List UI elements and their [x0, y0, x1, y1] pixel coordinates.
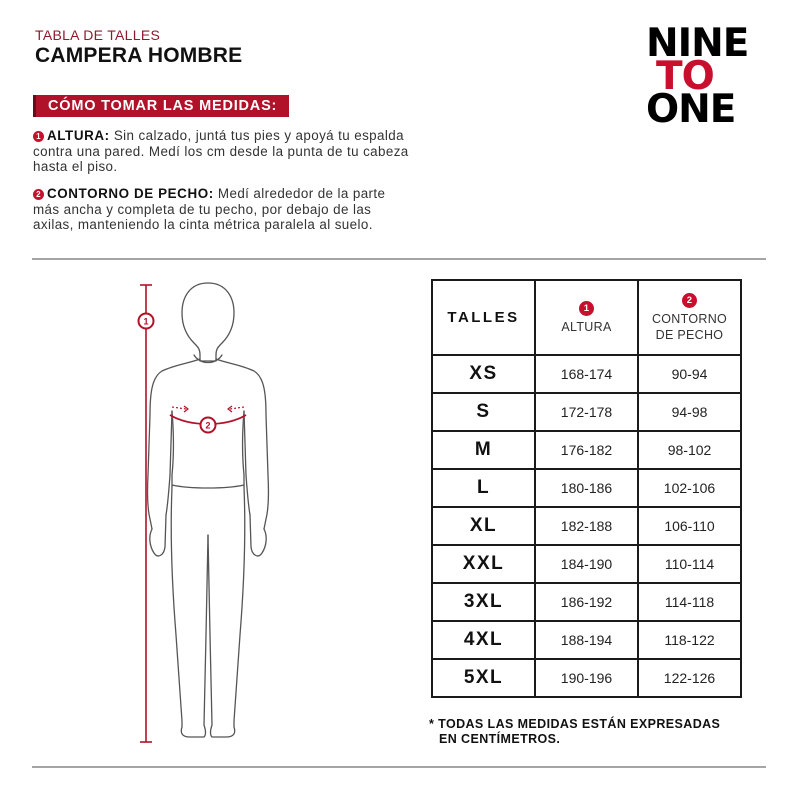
instruction-label: ALTURA:	[47, 128, 110, 143]
pecho-value: 102-106	[638, 469, 741, 507]
instruction-chest	[33, 186, 413, 233]
size-chart-table	[431, 279, 742, 698]
header-number-badge: 1	[579, 301, 594, 316]
header-number-badge: 2	[682, 293, 697, 308]
how-to-measure-banner: CÓMO TOMAR LAS MEDIDAS:	[36, 95, 289, 117]
pecho-value: 118-122	[638, 621, 741, 659]
instruction-text: Medí alrededor de la parte más ancha y completa de tu pecho, por debajo de las axilas, manteniendo la cinta métrica paralela al suelo.	[33, 186, 386, 232]
instruction-text: Sin calzado, juntá tus pies y apoyá tu espalda contra una pared. Medí los cm desde la punta de tu cabeza hasta el piso.	[33, 128, 409, 174]
header-label: TALLES	[447, 308, 520, 326]
logo-line-one: ONE	[646, 87, 736, 132]
body-measurement-figure	[110, 275, 300, 750]
height-measure-line	[140, 285, 152, 742]
altura-value: 172-178	[535, 393, 638, 431]
table-row	[432, 507, 741, 545]
size-label: 3XL	[432, 583, 535, 621]
size-label: XS	[432, 355, 535, 393]
divider-bottom	[32, 766, 766, 768]
header-label: ALTURA	[561, 319, 612, 334]
table-row	[432, 545, 741, 583]
chest-marker-badge	[201, 418, 216, 433]
chest-marker-number: 2	[205, 420, 211, 431]
size-label: 4XL	[432, 621, 535, 659]
pecho-value: 122-126	[638, 659, 741, 697]
table-row	[432, 583, 741, 621]
body-outline	[148, 283, 269, 737]
pecho-value: 114-118	[638, 583, 741, 621]
altura-value: 168-174	[535, 355, 638, 393]
instruction-height	[33, 128, 413, 175]
altura-value: 190-196	[535, 659, 638, 697]
step-number-badge: 2	[33, 189, 44, 200]
pecho-value: 94-98	[638, 393, 741, 431]
divider-top	[32, 258, 766, 260]
table-header-row	[432, 280, 741, 355]
table-row	[432, 469, 741, 507]
altura-value: 180-186	[535, 469, 638, 507]
logo-line-to: TO	[656, 54, 714, 99]
size-label: M	[432, 431, 535, 469]
page-kicker: TABLA DE TALLES	[35, 27, 161, 43]
brand-logo	[646, 21, 776, 132]
header-label: CONTORNO DE PECHO	[651, 311, 728, 342]
table-row	[432, 355, 741, 393]
altura-value: 188-194	[535, 621, 638, 659]
pecho-value: 110-114	[638, 545, 741, 583]
header-cell-contorno	[638, 280, 741, 355]
units-footnote	[429, 717, 779, 747]
header-cell-talles	[432, 280, 535, 355]
step-number-badge: 1	[33, 131, 44, 142]
page-title: CAMPERA HOMBRE	[35, 44, 243, 67]
altura-value: 176-182	[535, 431, 638, 469]
altura-value: 182-188	[535, 507, 638, 545]
size-label: XXL	[432, 545, 535, 583]
table-row	[432, 393, 741, 431]
header-cell-altura	[535, 280, 638, 355]
instruction-label: CONTORNO DE PECHO:	[47, 186, 214, 201]
footnote-line-2: EN CENTÍMETROS.	[439, 732, 561, 746]
logo-line-nine: NINE	[646, 21, 749, 66]
table-row	[432, 659, 741, 697]
pecho-value: 106-110	[638, 507, 741, 545]
altura-value: 186-192	[535, 583, 638, 621]
height-marker-badge	[139, 314, 154, 329]
table-row	[432, 431, 741, 469]
altura-value: 184-190	[535, 545, 638, 583]
size-label: 5XL	[432, 659, 535, 697]
height-marker-number: 1	[143, 316, 149, 327]
size-label: L	[432, 469, 535, 507]
pecho-value: 98-102	[638, 431, 741, 469]
size-label: XL	[432, 507, 535, 545]
table-row	[432, 621, 741, 659]
footnote-line-1: * TODAS LAS MEDIDAS ESTÁN EXPRESADAS	[429, 717, 721, 731]
pecho-value: 90-94	[638, 355, 741, 393]
size-label: S	[432, 393, 535, 431]
